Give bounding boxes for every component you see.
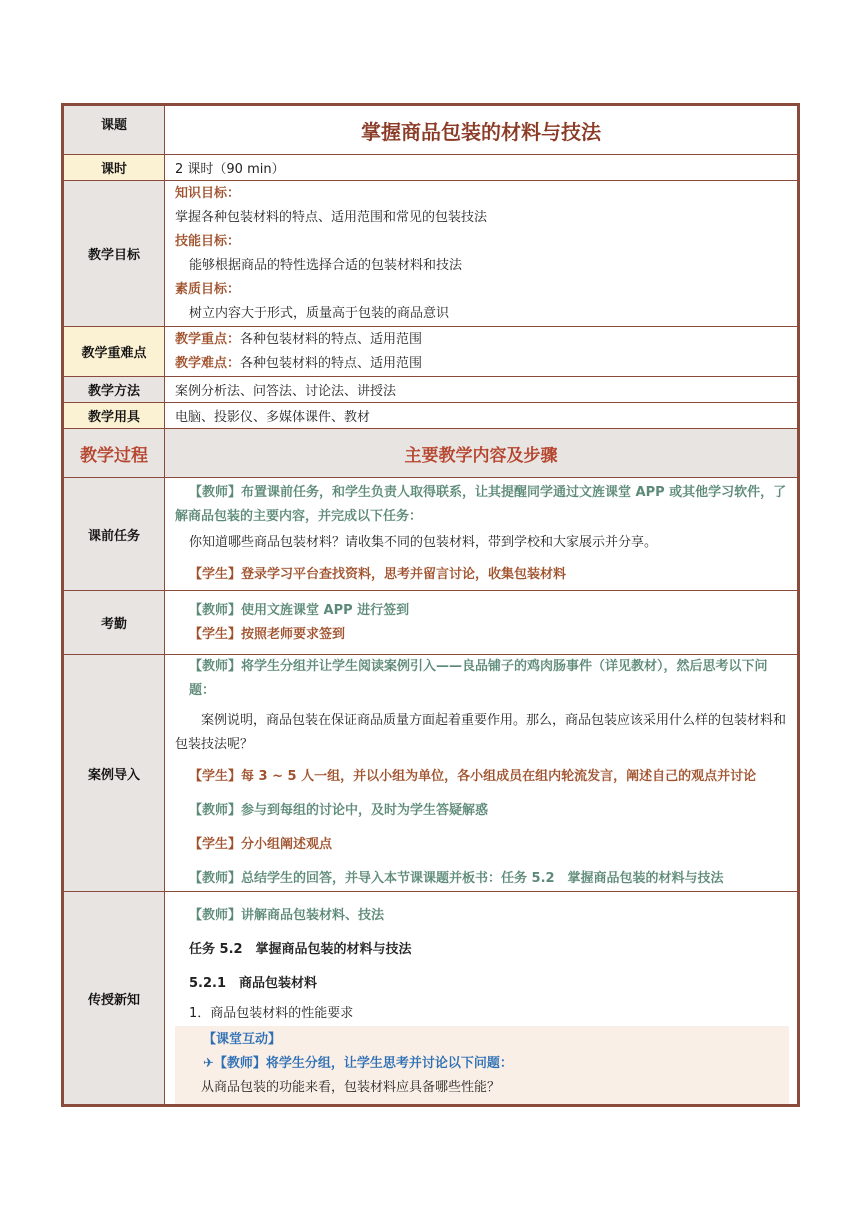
- case-teacher-2: 【教师】参与到每组的讨论中，及时为学生答疑解惑: [189, 803, 489, 818]
- nk-task-title: 任务 5.2 掌握商品包装的材料与技法: [189, 942, 412, 957]
- skill-title: 技能目标：: [175, 233, 241, 249]
- pre-task-student: 【学生】登录学习平台查找资料，思考并留言讨论，收集包装材料: [189, 567, 567, 582]
- attendance-teacher: 【教师】使用文旌课堂 APP 进行签到: [189, 602, 410, 618]
- attendance-label: 考勤: [64, 591, 165, 655]
- keypoints-content: [165, 327, 798, 377]
- lesson-plan-table: [61, 103, 800, 1107]
- hours-label: 课时: [64, 155, 165, 181]
- new-knowledge-label: 传授新知: [64, 892, 165, 1105]
- diff-title: 教学难点：: [175, 355, 241, 371]
- nk-teacher: 【教师】讲解商品包装材料、技法: [189, 908, 385, 923]
- methods-label: 教学方法: [64, 377, 165, 403]
- keypoints-label: 教学重难点: [64, 327, 165, 377]
- nk-item-1: 1．商品包装材料的性能要求: [189, 1006, 354, 1021]
- case-content: [165, 655, 798, 892]
- page-title: 掌握商品包装的材料与技法: [165, 106, 798, 155]
- objectives-label: 教学目标: [64, 181, 165, 327]
- quality-text: 树立内容大于形式，质量高于包装的商品意识: [189, 305, 450, 321]
- key-text: 各种包装材料的特点、适用范围: [240, 331, 423, 347]
- tools-text: 电脑、投影仪、多媒体课件、教材: [165, 403, 798, 429]
- knowledge-text: 掌握各种包装材料的特点、适用范围和常见的包装技法: [175, 209, 488, 225]
- pre-task-question: 你知道哪些商品包装材料？请收集不同的包装材料，带到学校和大家展示并分享。: [189, 535, 658, 550]
- process-heading: 主要教学内容及步骤: [165, 429, 798, 478]
- topic-label: 课题: [64, 106, 165, 155]
- classroom-interaction-box: [175, 1026, 789, 1104]
- quality-title: 素质目标：: [175, 281, 241, 297]
- objectives-content: [165, 181, 798, 327]
- tools-label: 教学用具: [64, 403, 165, 429]
- knowledge-title: 知识目标：: [175, 185, 241, 201]
- diff-text: 各种包装材料的特点、适用范围: [240, 355, 423, 371]
- case-label: 案例导入: [64, 655, 165, 892]
- interact-title: 【课堂互动】: [203, 1032, 282, 1047]
- new-knowledge-content: [165, 892, 798, 1105]
- interact-teacher: 【教师】将学生分组，让学生思考并讨论以下问题：: [213, 1056, 513, 1071]
- case-teacher-1: 【教师】将学生分组并让学生阅读案例引入——良品铺子的鸡肉肠事件（详见教材），然后思考以下问题：: [189, 659, 768, 698]
- plane-icon: ✈: [203, 1056, 214, 1071]
- case-teacher-3: 【教师】总结学生的回答，并导入本节课课题并板书：任务 5.2 掌握商品包装的材料与技法: [189, 871, 724, 886]
- key-title: 教学重点：: [175, 331, 241, 347]
- nk-section: 5.2.1 商品包装材料: [189, 976, 318, 991]
- pre-task-content: [165, 478, 798, 591]
- case-student-1: 【学生】每 3 ~ 5 人一组，并以小组为单位，各小组成员在组内轮流发言，阐述自己的观点并讨论: [189, 769, 757, 784]
- skill-text: 能够根据商品的特性选择合适的包装材料和技法: [189, 257, 463, 273]
- methods-text: 案例分析法、问答法、讨论法、讲授法: [165, 377, 798, 403]
- attendance-student: 【学生】按照老师要求签到: [189, 626, 346, 642]
- pre-task-label: 课前任务: [64, 478, 165, 591]
- pre-task-teacher: 【教师】布置课前任务，和学生负责人取得联系，让其提醒同学通过文旌课堂 APP 或其他学习软件，了解商品包装的主要内容，并完成以下任务：: [175, 485, 787, 524]
- hours-value: 2 课时（90 min）: [165, 155, 798, 181]
- case-student-2: 【学生】分小组阐述观点: [189, 837, 333, 852]
- case-text: 案例说明，商品包装在保证商品质量方面起着重要作用。那么，商品包装应该采用什么样的包装材料和包装技法呢？: [175, 713, 787, 752]
- interact-question: 从商品包装的功能来看，包装材料应具备哪些性能？: [201, 1080, 501, 1095]
- attendance-content: [165, 591, 798, 655]
- process-label: 教学过程: [64, 429, 165, 478]
